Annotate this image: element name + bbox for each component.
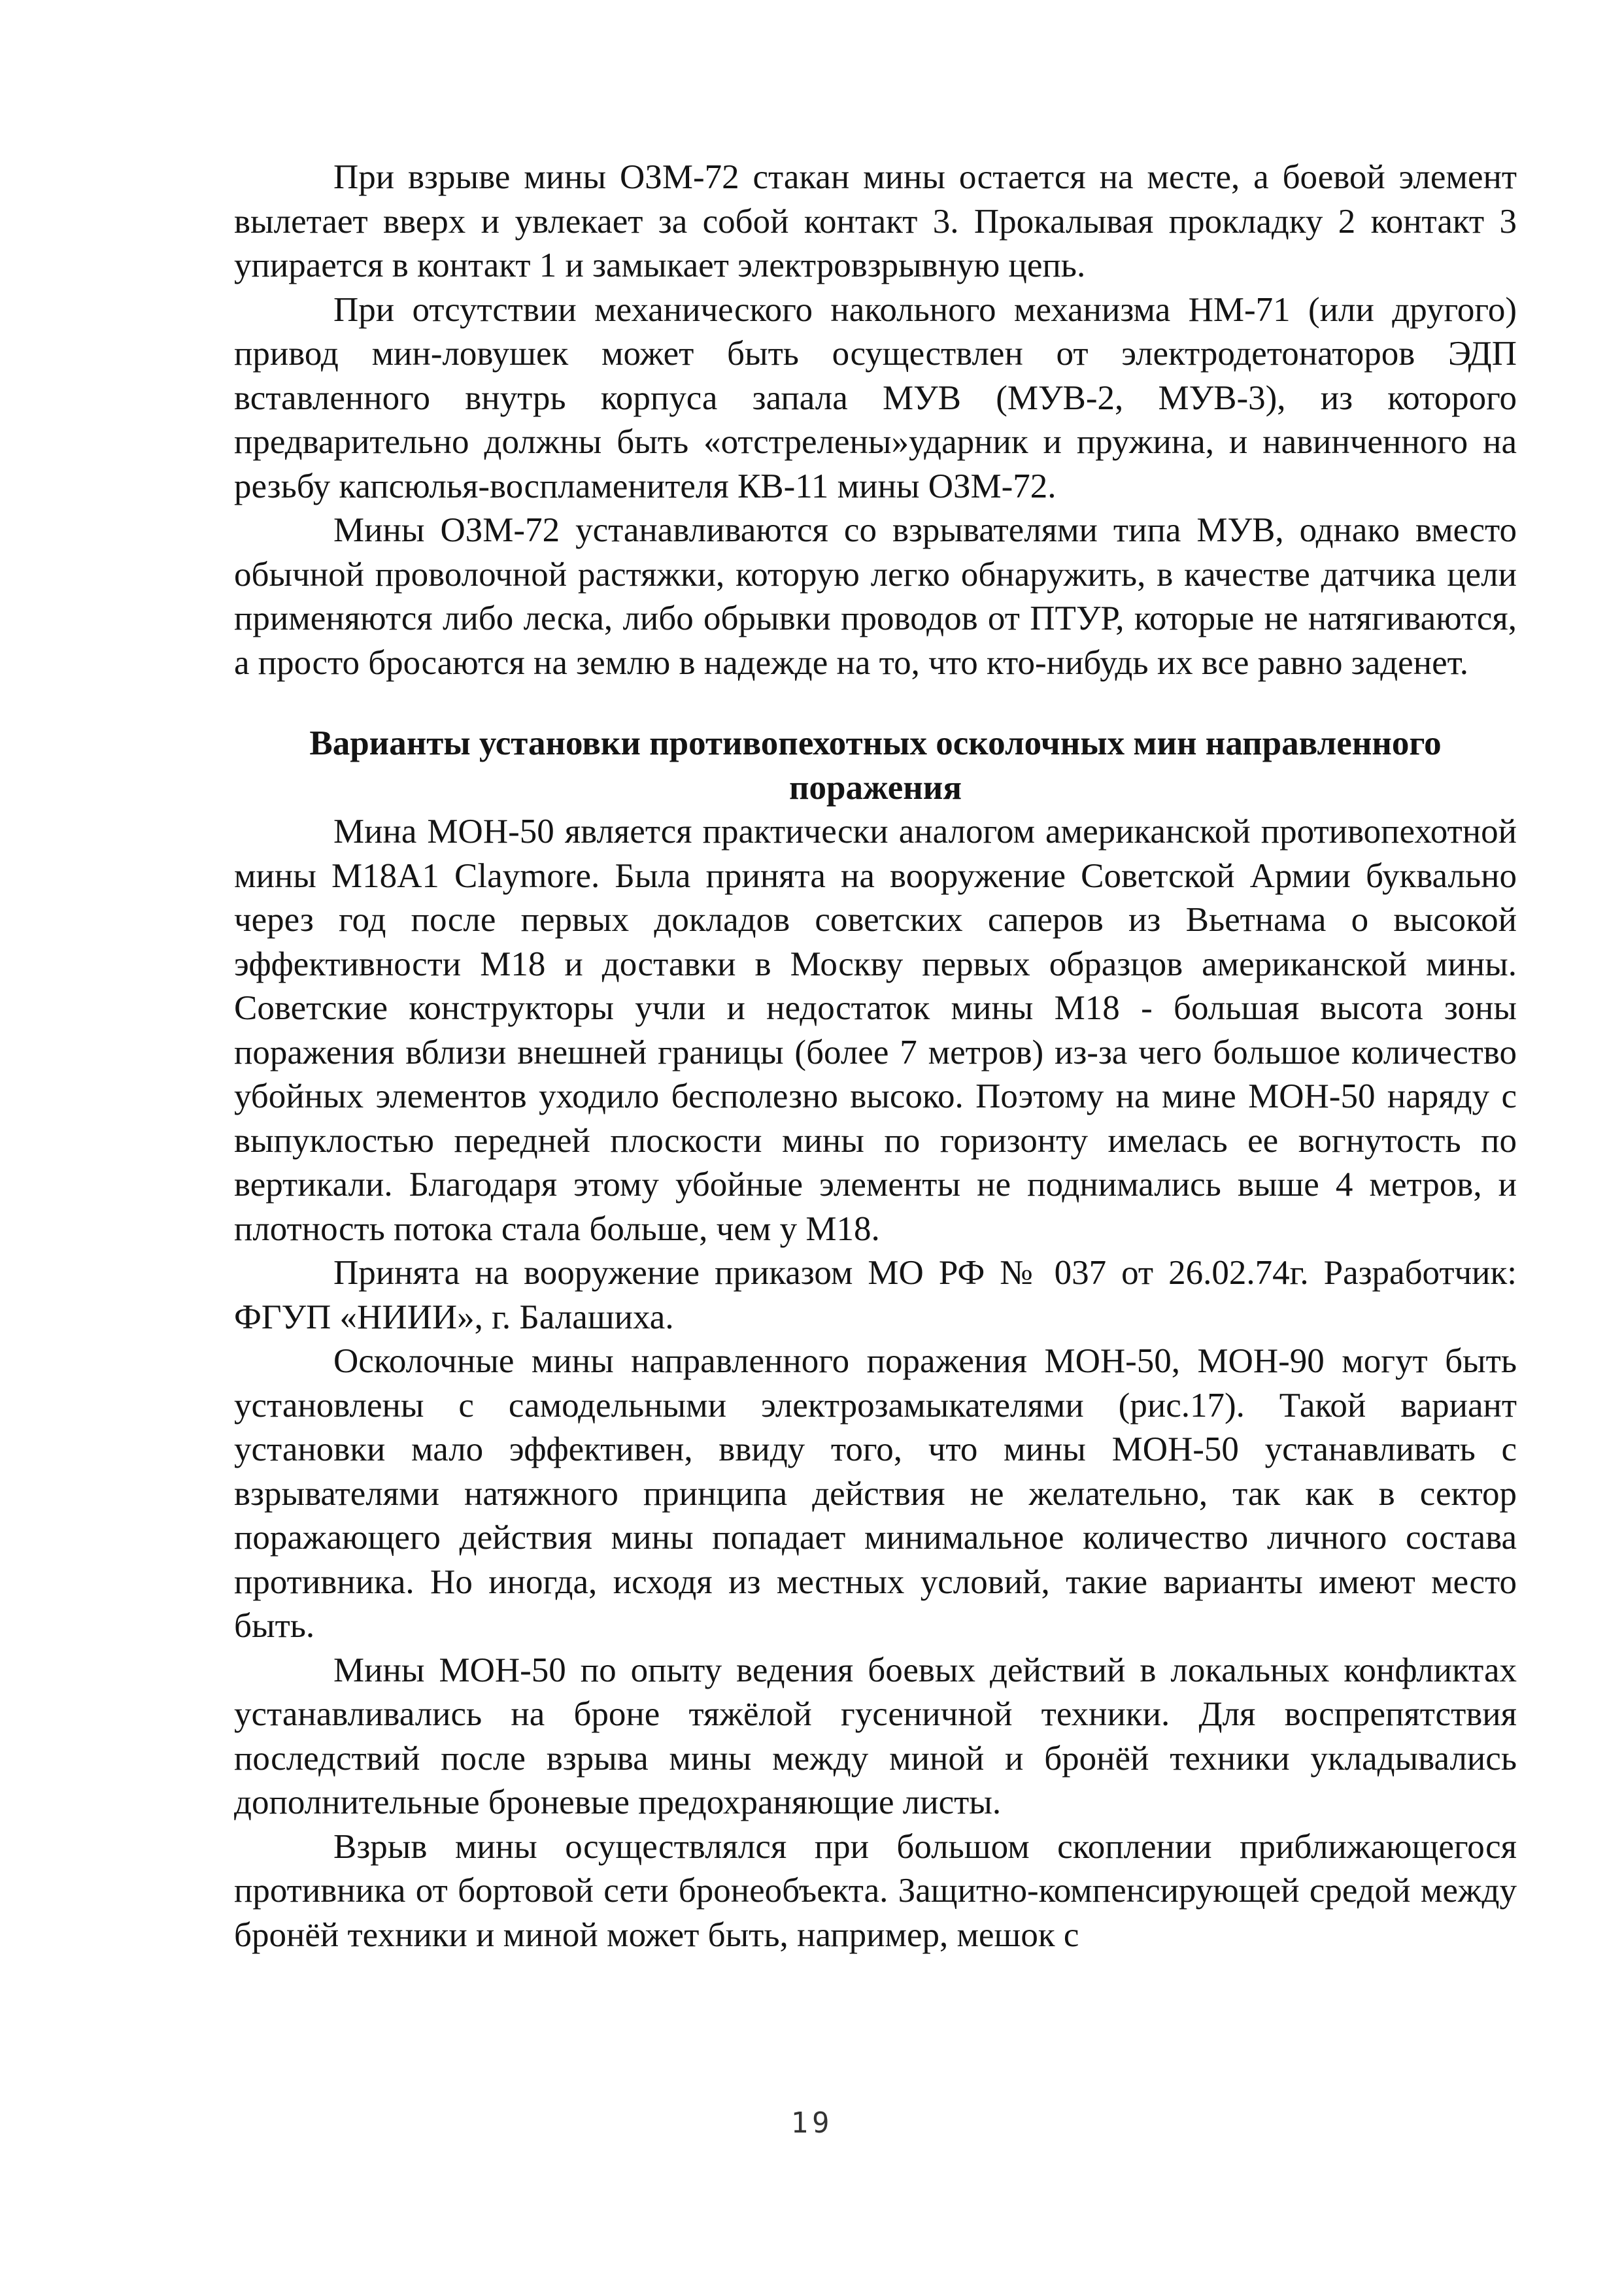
- section-spacer: [234, 685, 1517, 722]
- paragraph-ozm72-explosion: При взрыве мины ОЗМ-72 стакан мины остается на месте, а боевой элемент вылетает вверх и увлекает за собой контакт 3. Прокалывая прокладку 2 контакт 3 упирается в контакт 1 и замыкает электровзрывную цепь.: [234, 158, 1517, 284]
- paragraph-mon50-description: Мина МОН-50 является практически аналогом американской противопехотной мины M18A1 Claymore. Была принята на вооружение Советской Армии буквально через год после первых докладов советских саперов из Вьетнама о высокой эффективности M18 и доставки в Москву первых образцов американской мины. Советские конструкторы учли и недостаток мины M18 - большая высота зоны поражения вблизи внешней границы (более 7 метров) из-за чего большое количество убойных элементов уходило бесполезно высоко. Поэтому на мине МОН-50 наряду с выпуклостью передней плоскости мины по горизонту имелась ее вогнутость по вертикали. Благодаря этому убойные элементы не поднимались выше 4 метров, и плотность потока стала больше, чем у M18.: [234, 813, 1517, 1248]
- paragraph-mon50-armor: Мины МОН-50 по опыту ведения боевых действий в локальных конфликтах устанавливались на броне тяжёлой гусеничной техники. Для воспрепятствия последствий после взрыва мины между миной и бронёй техники укладывались дополнительные броневые предохраняющие листы.: [234, 1651, 1517, 1821]
- paragraph-booby-trap-drive: При отсутствии механического накольного механизма НМ-71 (или другого) привод мин-ловушек может быть осуществлен от электродетонаторов ЭДП вставленного внутрь корпуса запала МУВ (МУВ-2, МУВ-3), из которого предварительно должны быть «отстрелены»ударник и пружина, и навинченного на резьбу капсюлья-воспламенителя КВ-11 мины ОЗМ-72.: [234, 290, 1517, 505]
- paragraph-mon-installation: Осколочные мины направленного поражения МОН-50, МОН-90 могут быть установлены с самодельными электрозамыкателями (рис.17). Такой вариант установки мало эффективен, ввиду того, что мины МОН-50 устанавливать с взрывателями натяжного принципа действия не желательно, так как в сектор поражающего действия мины попадает минимальное количество личного состава противника. Но иногда, исходя из местных условий, такие варианты имеют место быть.: [234, 1342, 1517, 1645]
- section-heading: Варианты установки противопехотных осколочных мин направленного поражения: [309, 724, 1442, 807]
- paragraph-ozm72-installation: Мины ОЗМ-72 устанавливаются со взрывателями типа МУВ, однако вместо обычной проволочной растяжки, которую легко обнаружить, в качестве датчика цели применяются либо леска, либо обрывки проводов от ПТУР, которые не натягиваются, а просто бросаются на землю в надежде на то, что кто-нибудь их все равно заденет.: [234, 511, 1517, 682]
- paragraph-mon50-adoption: Принята на вооружение приказом МО РФ № 037 от 26.02.74г. Разработчик: ФГУП «НИИИ», г. Балашиха.: [234, 1254, 1517, 1336]
- page-number: 19: [790, 2106, 834, 2140]
- body-text: [234, 156, 1517, 1957]
- paragraph-mon50-detonation: Взрыв мины осуществлялся при большом скоплении приближающегося противника от бортовой сети бронеобъекта. Защитно-компенсирующей средой между бронёй техники и миной может быть, например, мешок с: [234, 1827, 1517, 1954]
